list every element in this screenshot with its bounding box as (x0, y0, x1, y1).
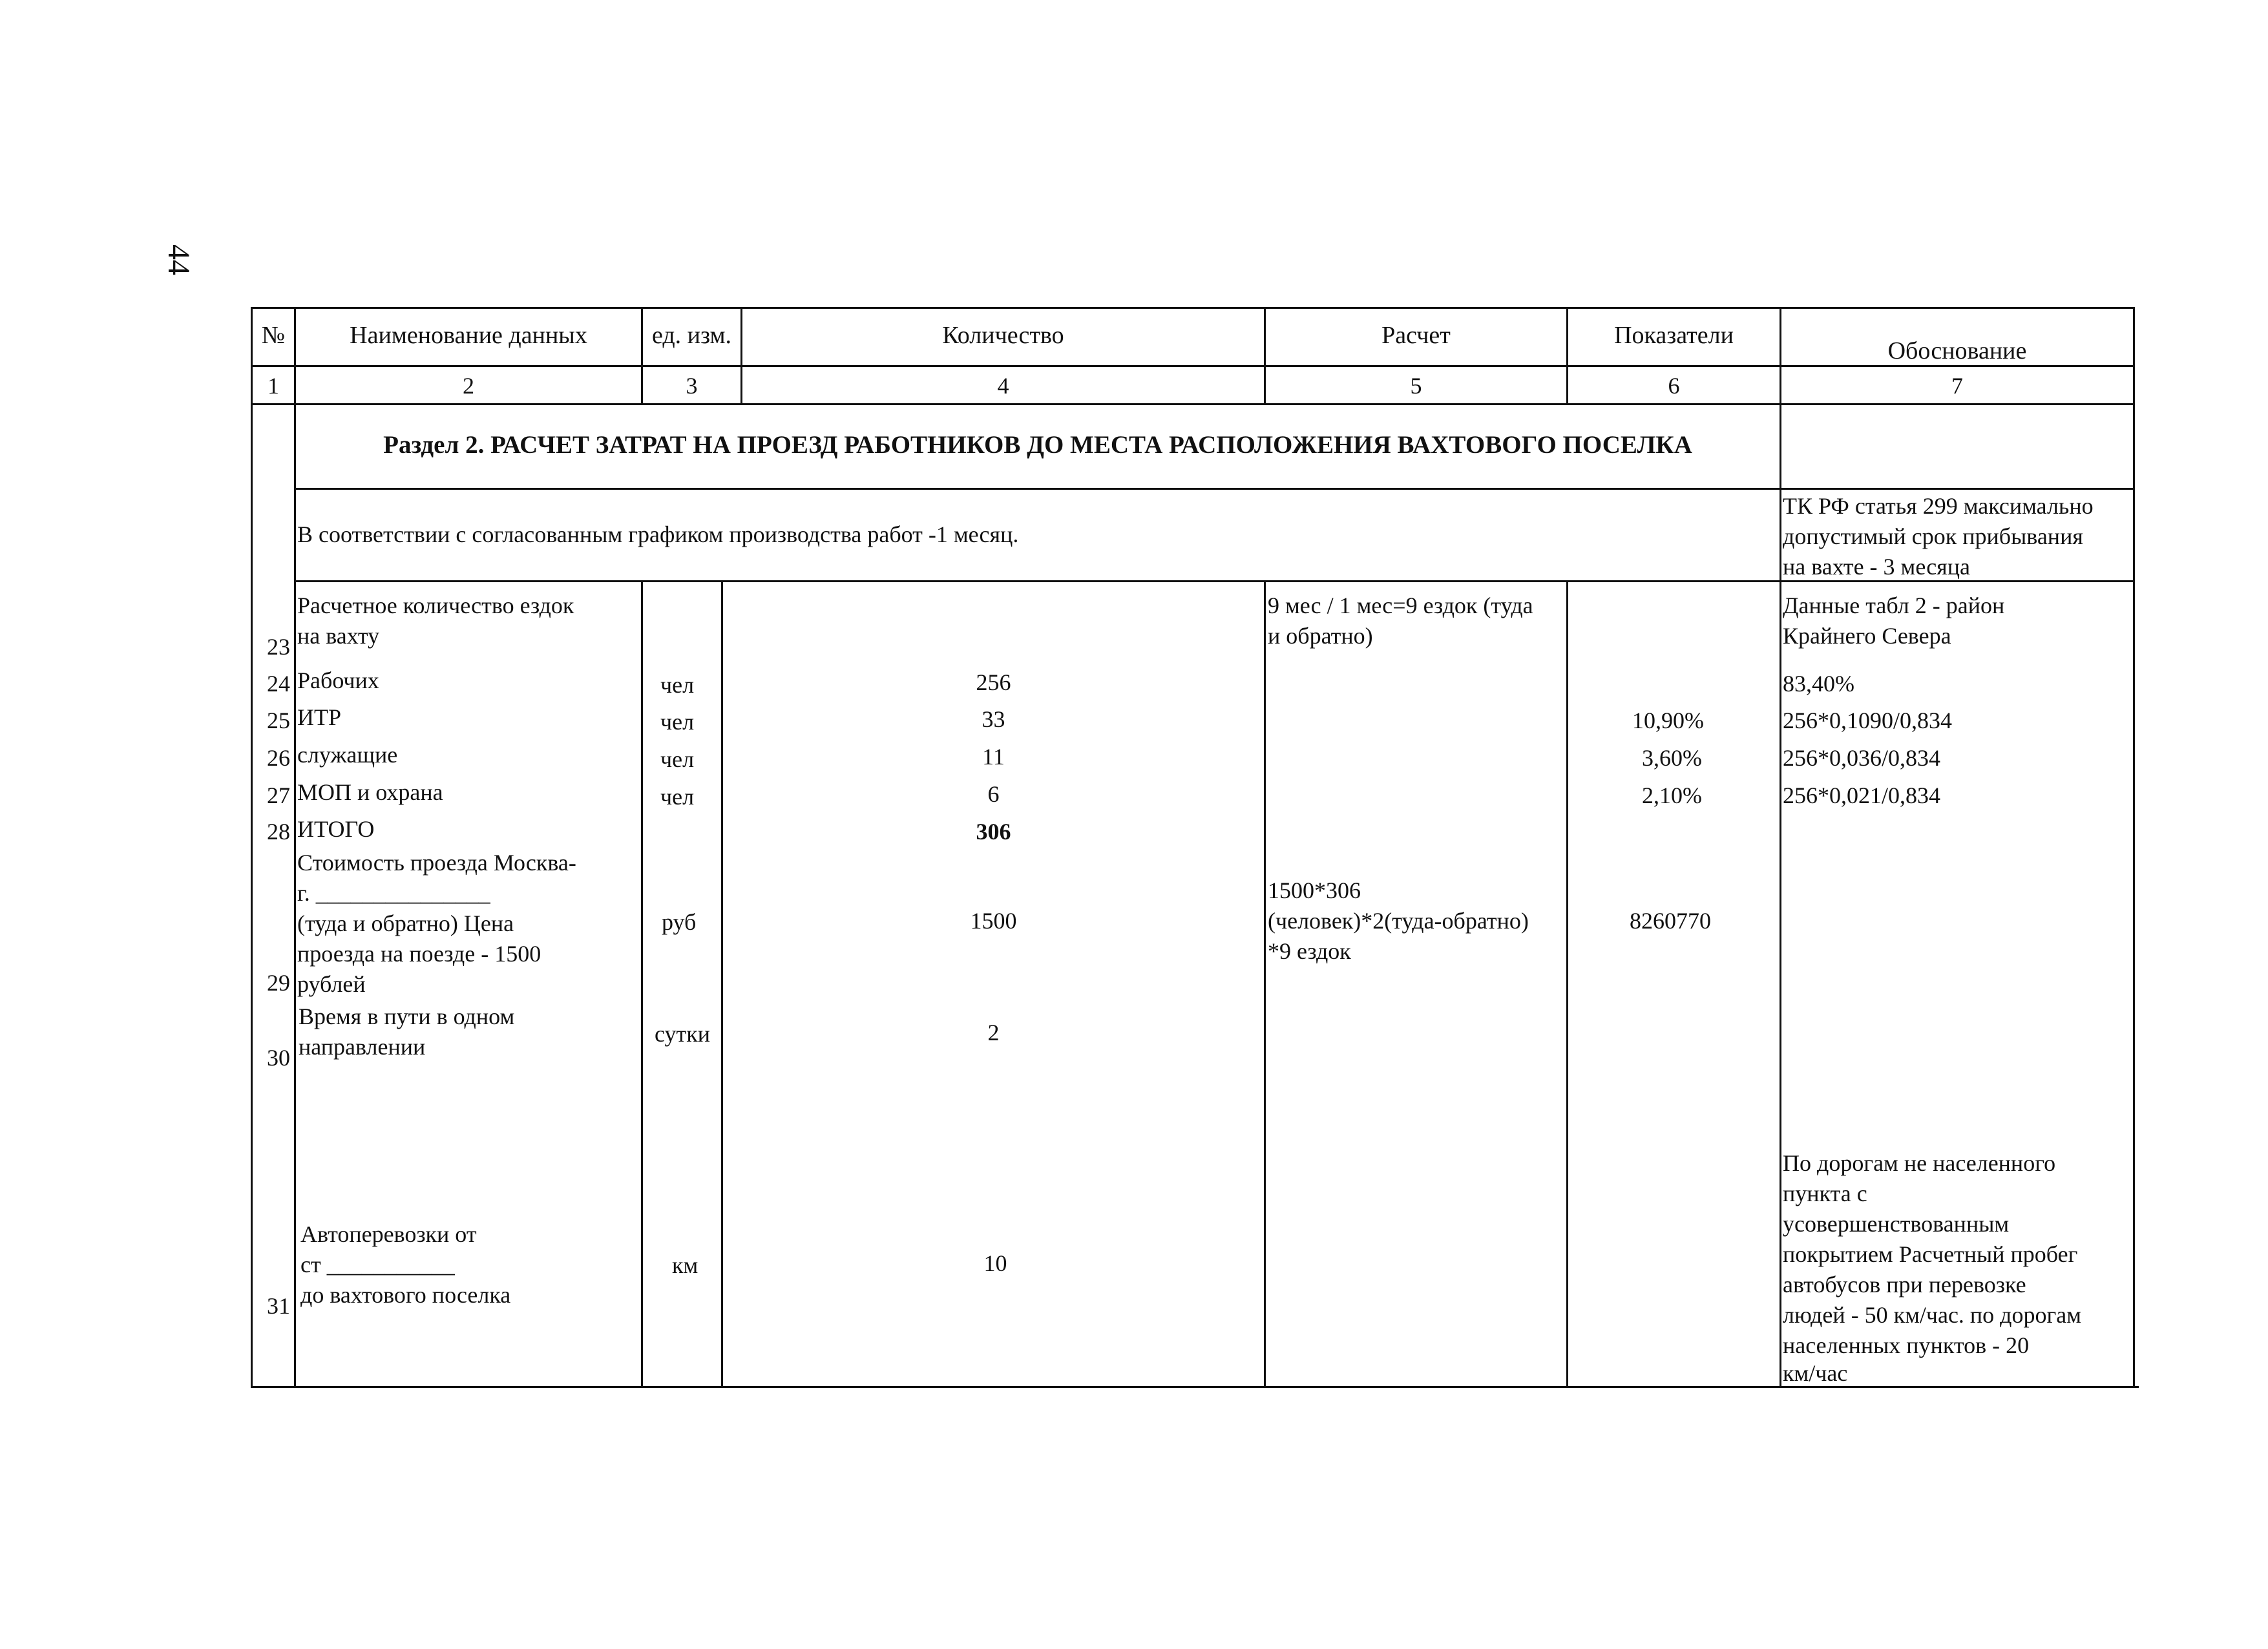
row-basis-line: км/час (1783, 1360, 1848, 1386)
intro-basis-line: на вахте - 3 месяца (1783, 554, 1970, 580)
row-name-line: Стоимость проезда Москва- (297, 850, 576, 876)
col-number-2: 2 (463, 373, 474, 399)
row-indicator: 2,10% (1642, 782, 1702, 808)
intro-basis-line: допустимый срок прибывания (1783, 523, 2083, 549)
row-basis-line: пункта с (1783, 1181, 1867, 1206)
intro-basis-line: ТК РФ статья 299 максимально (1783, 493, 2094, 519)
row-unit: чел (660, 709, 695, 735)
page-number: 44 (162, 244, 196, 275)
row-number: 29 (267, 970, 290, 996)
rule-section-bottom (294, 488, 2135, 490)
row-name-line: Время в пути в одном (299, 1003, 515, 1029)
row-unit: чел (660, 784, 695, 810)
rule-col1 (294, 307, 296, 1387)
row-number: 27 (267, 782, 290, 808)
row-number: 31 (267, 1293, 290, 1319)
row-basis-line: людей - 50 км/час. по дорогам (1783, 1302, 2082, 1328)
row-unit: км (672, 1252, 698, 1278)
header-unit: ед. изм. (651, 322, 732, 349)
row-number: 24 (267, 671, 290, 697)
row-quantity: 2 (987, 1020, 1000, 1045)
col-number-1: 1 (268, 373, 279, 399)
rule-right (2133, 307, 2135, 1387)
row-basis: 256*0,036/0,834 (1783, 745, 1941, 771)
header-quantity: Количество (942, 322, 1064, 349)
rule-colnum-bottom (251, 403, 2135, 405)
rule-col6 (1780, 307, 1781, 1387)
row-number: 23 (267, 634, 290, 660)
row-name: служащие (297, 742, 398, 768)
rule-col5-body (1566, 580, 1568, 1387)
col-number-6: 6 (1668, 373, 1680, 399)
row-basis-line: населенных пунктов - 20 (1783, 1332, 2030, 1358)
row-name: Рабочих (297, 667, 379, 693)
row-basis-line: усовершенствованным (1783, 1211, 2010, 1237)
row-name-line: Расчетное количество ездок (297, 593, 574, 618)
header-number: № (261, 322, 286, 349)
row-basis: 256*0,021/0,834 (1783, 782, 1941, 808)
row-name-line: направлении (299, 1034, 426, 1060)
row-name-line: рублей (297, 971, 366, 997)
row-name: ИТР (297, 704, 342, 730)
row-quantity: 256 (976, 669, 1011, 695)
row-number: 30 (267, 1045, 290, 1071)
header-indicators: Показатели (1614, 322, 1734, 349)
row-name-line: на вахту (297, 623, 380, 649)
row-unit: чел (660, 746, 695, 772)
row-calc-line: и обратно) (1268, 623, 1373, 649)
row-quantity: 11 (982, 744, 1005, 770)
row-basis-line: автобусов при перевозке (1783, 1272, 2026, 1297)
row-name: МОП и охрана (297, 779, 443, 805)
rule-top (251, 307, 2135, 309)
row-number: 25 (267, 708, 290, 733)
row-name-line: до вахтового поселка (300, 1282, 511, 1308)
row-quantity: 33 (982, 706, 1005, 732)
rule-table-bottom (251, 1386, 2139, 1388)
row-indicator: 10,90% (1632, 708, 1704, 733)
row-basis-line: Крайнего Севера (1783, 623, 1951, 649)
row-name-line: ст ___________ (300, 1252, 455, 1277)
row-basis-line: Данные табл 2 - район (1783, 593, 2005, 618)
row-quantity: 6 (987, 781, 1000, 807)
row-number: 26 (267, 745, 290, 771)
intro-text: В соответствии с согласованным графиком производства работ -1 месяц. (297, 521, 1019, 547)
row-calc-line: (человек)*2(туда-обратно) (1268, 908, 1529, 934)
row-basis: 256*0,1090/0,834 (1783, 708, 1953, 733)
row-basis-line: По дорогам не населенного (1783, 1150, 2056, 1176)
header-calculation: Расчет (1381, 322, 1451, 349)
header-name: Наименование данных (350, 322, 587, 349)
row-name: ИТОГО (297, 816, 375, 842)
row-quantity-total: 306 (976, 819, 1011, 845)
row-name-line: (туда и обратно) Цена (297, 910, 514, 936)
row-indicator: 8260770 (1630, 908, 1711, 934)
row-basis-line: покрытием Расчетный пробег (1783, 1241, 2078, 1267)
row-calc-line: 1500*306 (1268, 877, 1361, 903)
row-calc-line: 9 мес / 1 мес=9 ездок (туда (1268, 593, 1533, 618)
col-number-7: 7 (1951, 373, 1963, 399)
row-unit: чел (660, 672, 695, 698)
row-name-line: Автоперевозки от (300, 1221, 477, 1247)
rule-col2-body (641, 580, 643, 1387)
row-name-line: проезда на поезде - 1500 (297, 941, 541, 967)
row-unit: руб (662, 909, 697, 935)
header-basis: Обоснование (1887, 337, 2027, 364)
col-number-4: 4 (997, 373, 1009, 399)
rule-left (251, 307, 253, 1387)
row-calc-line: *9 ездок (1268, 938, 1351, 964)
col-number-5: 5 (1410, 373, 1422, 399)
row-indicator: 3,60% (1642, 745, 1702, 771)
row-number: 28 (267, 819, 290, 845)
section-title: Раздел 2. РАСЧЕТ ЗАТРАТ НА ПРОЕЗД РАБОТНИКОВ ДО МЕСТА РАСПОЛОЖЕНИЯ ВАХТОВОГО ПОСЕЛКА (383, 431, 1692, 459)
col-number-3: 3 (686, 373, 698, 399)
row-quantity: 10 (983, 1250, 1007, 1276)
row-unit: сутки (655, 1021, 710, 1047)
row-quantity: 1500 (970, 908, 1017, 934)
row-name-line: г. _______________ (297, 880, 490, 906)
row-basis: 83,40% (1783, 671, 1854, 697)
